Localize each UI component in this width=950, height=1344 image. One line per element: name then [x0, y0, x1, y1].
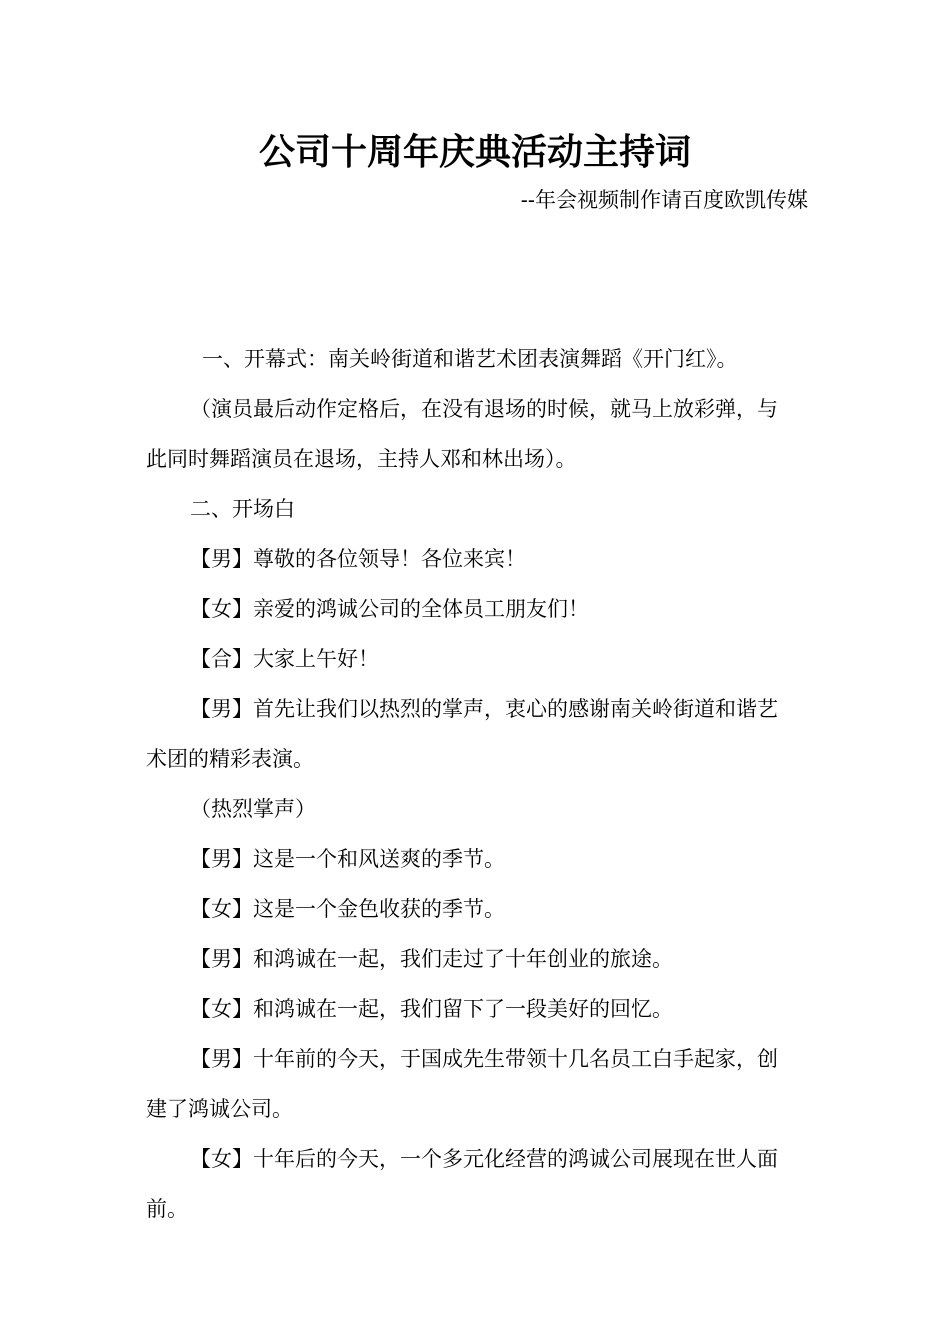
paragraph-line: 【合】大家上午好！	[190, 647, 379, 671]
document-subtitle: --年会视频制作请百度欧凯传媒	[520, 188, 808, 212]
paragraph-opening-ceremony: 一、开幕式：南关岭街道和谐艺术团表演舞蹈《开门红》。	[202, 347, 738, 371]
paragraph-line: 【男】和鸿诚在一起，我们走过了十年创业的旅途。	[190, 947, 673, 971]
paragraph-applause: （热烈掌声）	[190, 797, 316, 821]
paragraph-line: 【男】首先让我们以热烈的掌声，衷心的感谢南关岭街道和谐艺术团的精彩表演。	[146, 697, 778, 771]
paragraph-section-heading: 二、开场白	[190, 497, 295, 521]
document-body	[146, 334, 796, 1234]
paragraph-line: 【女】十年后的今天，一个多元化经营的鸿诚公司展现在世人面前。	[146, 1147, 778, 1221]
paragraph-stage-direction: （演员最后动作定格后，在没有退场的时候，就马上放彩弹，与此同时舞蹈演员在退场，主持人邓和林出场）。	[146, 397, 778, 471]
paragraph-line: 【女】和鸿诚在一起，我们留下了一段美好的回忆。	[190, 997, 673, 1021]
document-title: 公司十周年庆典活动主持词	[258, 131, 691, 173]
paragraph-line: 【男】十年前的今天，于国成先生带领十几名员工白手起家，创建了鸿诚公司。	[146, 1047, 778, 1121]
paragraph-line: 【男】尊敬的各位领导！各位来宾！	[190, 547, 526, 571]
paragraph-line: 【女】亲爱的鸿诚公司的全体员工朋友们！	[190, 597, 589, 621]
paragraph-line: 【男】这是一个和风送爽的季节。	[190, 847, 505, 871]
paragraph-line: 【女】这是一个金色收获的季节。	[190, 897, 505, 921]
